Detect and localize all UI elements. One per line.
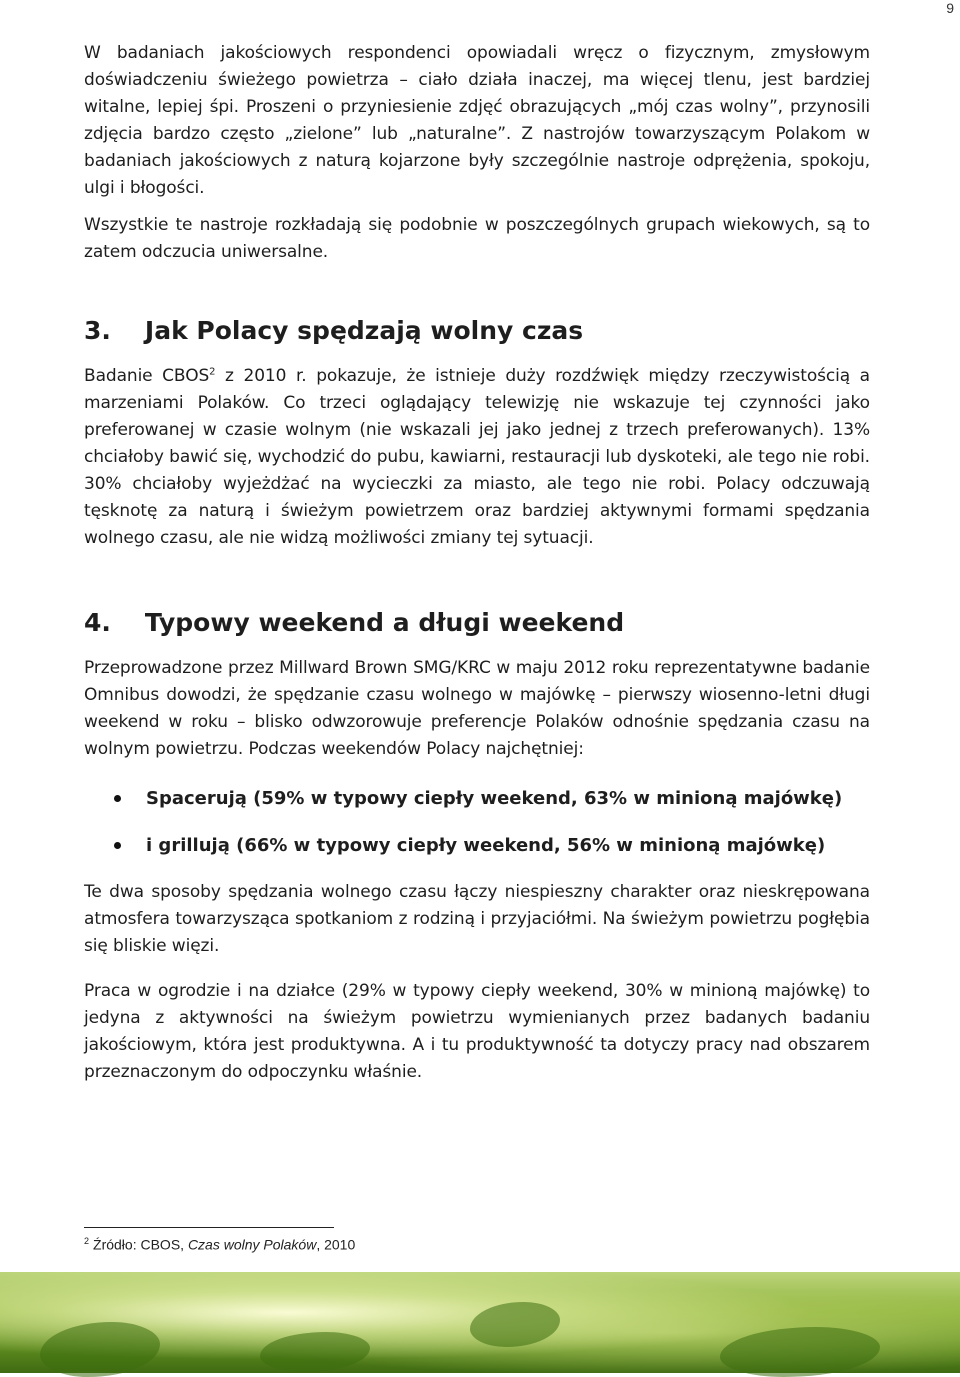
footnote-title: Czas wolny Polaków xyxy=(187,1236,317,1253)
footnote-ref[interactable]: 2 xyxy=(209,366,216,378)
list-item xyxy=(84,832,870,859)
list-item xyxy=(84,785,870,812)
leaf-decoration xyxy=(470,1302,560,1347)
footer-nature-banner xyxy=(0,1272,960,1373)
paragraph-gardening: Praca w ogrodzie i na działce (29% w typowy ciepły weekend, 30% w minioną majówkę) to jedyna z aktywności na świeżym powietrzu wymienianych przez badanych badaniu jakościowym, która jest produktywna. A i tu produktywność ta dotyczy pracy nad obszarem przeznaczonym do odpoczynku właśnie. xyxy=(84,981,870,1082)
document-body xyxy=(84,40,870,1086)
bullet-icon xyxy=(114,842,121,849)
section-4-title: Typowy weekend a długi weekend xyxy=(144,608,625,637)
activity-list xyxy=(84,785,870,859)
section-4-heading xyxy=(84,608,870,637)
section-3-heading xyxy=(84,316,870,345)
leaf-decoration xyxy=(260,1332,370,1372)
leaf-decoration xyxy=(40,1322,160,1377)
section-4-number: 4. xyxy=(84,608,111,637)
paragraph-two-ways: Te dwa sposoby spędzania wolnego czasu łączy niespieszny charakter oraz nieskrępowana atmosfera towarzysząca spotkaniom z rodziną i przyjaciółmi. Na świeżym powietrzu pogłębia się bliskie więzi. xyxy=(84,882,870,956)
footnote xyxy=(84,1236,355,1253)
leaf-decoration xyxy=(720,1327,880,1377)
cbos-text-start: Badanie CBOS xyxy=(84,366,210,386)
section-3-number: 3. xyxy=(84,316,111,345)
paragraph-fresh-air: W badaniach jakościowych respondenci opowiadali wręcz o fizycznym, zmysłowym doświadczeniu świeżego powietrza – ciało działa inaczej, ma więcej tlenu, jest bardziej witalne, lepiej śpi. Proszeni o przyniesienie zdjęć obrazujących „mój czas wolny”, przynosili zdjęcia bardzo często „zielone” lub „naturalne”. Z nastrojów towarzyszącym Polakom w badaniach jakościowych z naturą kojarzone były szczególnie nastroje odprężenia, spokoju, ulgi i błogości. xyxy=(84,43,870,198)
footnote-suffix: , 2010 xyxy=(316,1236,356,1253)
section-3-title: Jak Polacy spędzają wolny czas xyxy=(144,316,584,345)
list-item-text: i grillują (66% w typowy ciepły weekend, 56% w minioną majówkę) xyxy=(146,835,826,856)
paragraph-universal-moods: Wszystkie te nastroje rozkładają się podobnie w poszczególnych grupach wiekowych, są to zatem odczucia uniwersalne. xyxy=(84,215,870,262)
list-item-text: Spacerują (59% w typowy ciepły weekend, 63% w minioną majówkę) xyxy=(146,788,843,809)
footnote-divider xyxy=(84,1227,334,1228)
paragraph-cbos xyxy=(84,363,870,552)
page-number: 9 xyxy=(946,0,954,16)
cbos-text-rest: z 2010 r. pokazuje, że istnieje duży rozdźwięk między rzeczywistością a marzeniami Polaków. Co trzeci oglądający telewizję nie wskazuje tej czynności jako preferowanej w czasie wolnym (nie wskazali jej jako jednej z trzech preferowanych). 13% chciałoby bawić się, wychodzić do pubu, kawiarni, restauracji lub dyskoteki, ale tego nie robi. 30% chciałoby wyjeżdżać na wycieczki za miasto, ale tego nie robi. Polacy odczuwają tęsknotę za naturą i świeżym powietrzem oraz bardziej aktywnymi formami spędzania wolnego czasu, ale nie widzą możliwości zmiany tej sytuacji. xyxy=(84,366,870,548)
footnote-prefix: Źródło: CBOS, xyxy=(93,1236,188,1253)
bullet-icon xyxy=(114,795,121,802)
footnote-number: 2 xyxy=(84,1236,90,1246)
paragraph-omnibus: Przeprowadzone przez Millward Brown SMG/KRC w maju 2012 roku reprezentatywne badanie Omnibus dowodzi, że spędzanie czasu wolnego w majówkę – pierwszy wiosenno-letni długi weekend w roku – blisko odwzorowuje preferencje Polaków odnośnie spędzania czasu na wolnym powietrzu. Podczas weekendów Polacy najchętniej: xyxy=(84,658,870,759)
